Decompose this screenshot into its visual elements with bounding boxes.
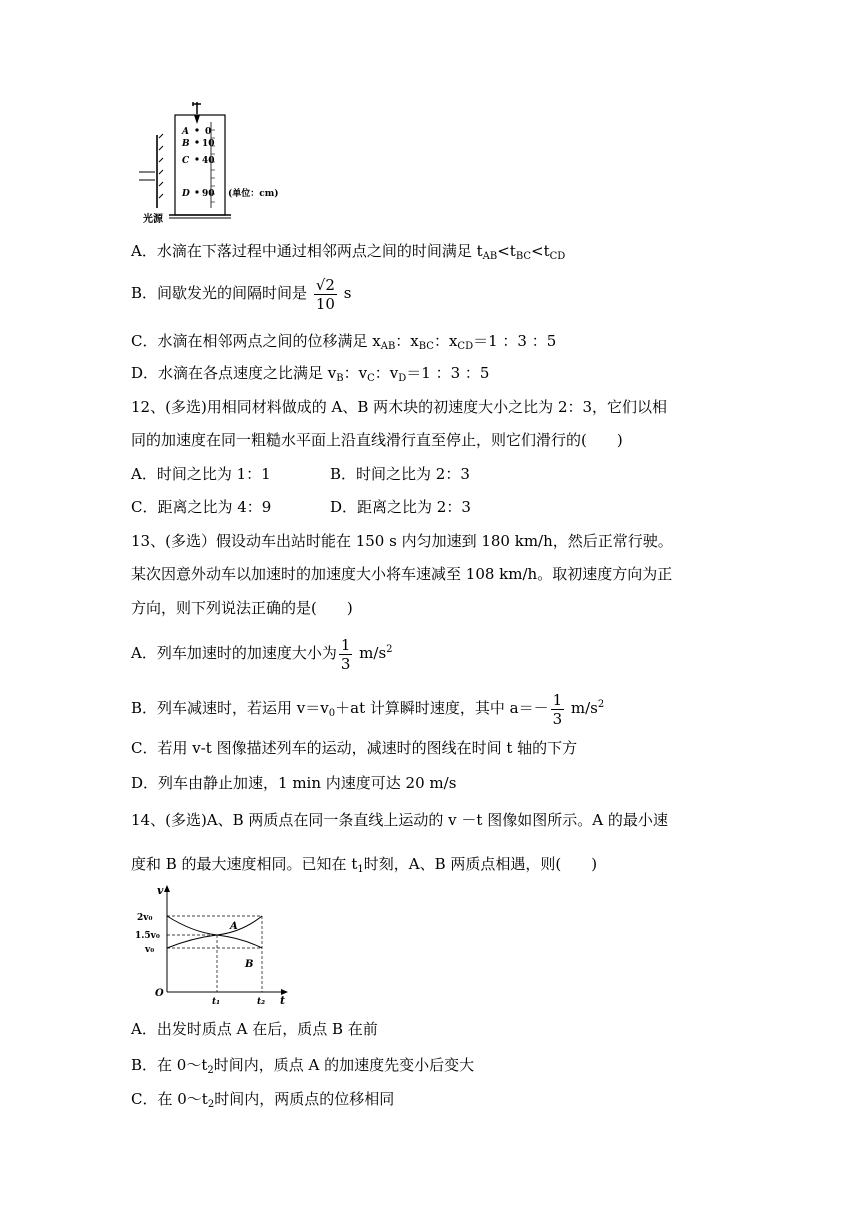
scale-90: 90 [202, 189, 215, 199]
q14-option-b: B．在 $0\sim t_2$时间内，质点 A 的加速度先变小后变大 [131, 1056, 475, 1076]
q14-stem-line1: 14、(多选)A、B 两质点在同一条直线上运动的 v －t 图像如图所示。A 的最小速 [131, 811, 668, 829]
q12-option-a: A．时间之比为 1：1 [131, 465, 271, 483]
q14-option-c: C．在 $0\sim t_2$时间内，两质点的位移相同 [131, 1090, 395, 1110]
label-b: B [182, 139, 190, 149]
q13-option-c: C．若用 v-t 图像描述列车的运动，减速时的图线在时间 t 轴的下方 [131, 739, 578, 757]
q11-option-c: C．水滴在相邻两点之间的位移满足 $x_{AB}$：$x_{BC}$：$x_{CD}=1$ ：3 ：5 [131, 332, 557, 352]
q12-option-d: D．距离之比为 2：3 [330, 498, 471, 516]
q12-stem-line2: 同的加速度在同一粗糙水平面上沿直线滑行直至停止，则它们滑行的( ) [131, 431, 623, 449]
v-axis-label: v [157, 884, 164, 897]
q11-option-d: D．水滴在各点速度之比满足 $v_B$：$v_C$：$v_D=1$ ：3 ：5 [131, 364, 490, 384]
vt-graph-figure [135, 882, 295, 1004]
q13-option-b: B．列车减速时，若运用 $v=v_0+at$ 计算瞬时速度，其中 a＝－ $\frac{1}{3}$ $m/s^2$ [131, 690, 605, 728]
unit-label: (单位：cm) [228, 189, 279, 199]
light-source-label: 光源 [143, 214, 163, 225]
label-a: A [182, 127, 189, 137]
q12-stem-line1: 12、(多选)用相同材料做成的 A、B 两木块的初速度大小之比为 2：3，它们以相 [131, 398, 668, 416]
curve-a-label: A [230, 921, 238, 932]
q12-option-c: C．距离之比为 4：9 [131, 498, 272, 516]
label-c: C [182, 156, 190, 166]
ytick-1-5v0: 1.5v₀ [135, 931, 160, 941]
fraction-one-third: $\frac{1}{3}$ [340, 635, 351, 673]
ytick-2v0: 2v₀ [137, 913, 153, 923]
fraction-sqrt2-over-10: $\frac{√2}{10}$ [315, 275, 335, 313]
scale-40: 40 [202, 156, 215, 166]
scale-0: 0 [205, 127, 212, 137]
q12-option-b: B．时间之比为 2：3 [330, 465, 470, 483]
ytick-v0: v₀ [145, 945, 155, 955]
t-axis-label: t [280, 994, 286, 1004]
q13-option-d: D．列车由静止加速，1 min 内速度可达 20 m/s [131, 774, 457, 792]
q11-option-b: B．间歇发光的间隔时间是 $\frac{√2}{10}$ s [131, 275, 352, 313]
q13-option-a: A．列车加速时的加速度大小为 $\frac{1}{3}$ $m/s^2$ [131, 635, 393, 673]
label-d: D [182, 189, 190, 199]
q14-stem-line2: 度和 B 的最大速度相同。已知在 $t_1$时刻，A、B 两质点相遇，则( ) [131, 855, 598, 875]
q13-stem-line3: 方向，则下列说法正确的是( ) [131, 599, 353, 617]
xtick-t1: t₁ [212, 997, 221, 1004]
curve-b-label: B [245, 959, 254, 970]
water-drop-apparatus-figure [135, 100, 295, 226]
origin-label: O [155, 988, 164, 999]
scale-10: 10 [202, 139, 215, 149]
q13-stem-line1: 13、(多选）假设动车出站时能在 150 s 内匀加速到 180 km/h，然后正常行驶。 [131, 532, 673, 550]
q14-option-a: A．出发时质点 A 在后，质点 B 在前 [131, 1020, 378, 1038]
q13-stem-line2: 某次因意外动车以加速时的加速度大小将车速减至 108 km/h。取初速度方向为正 [131, 565, 673, 583]
q11-option-a: A．水滴在下落过程中通过相邻两点之间的时间满足 $t_{AB}<t_{BC}<t_{CD}$ [131, 242, 566, 262]
xtick-t2: t₂ [257, 997, 266, 1004]
fraction-one-third-b: $\frac{1}{3}$ [552, 690, 563, 728]
